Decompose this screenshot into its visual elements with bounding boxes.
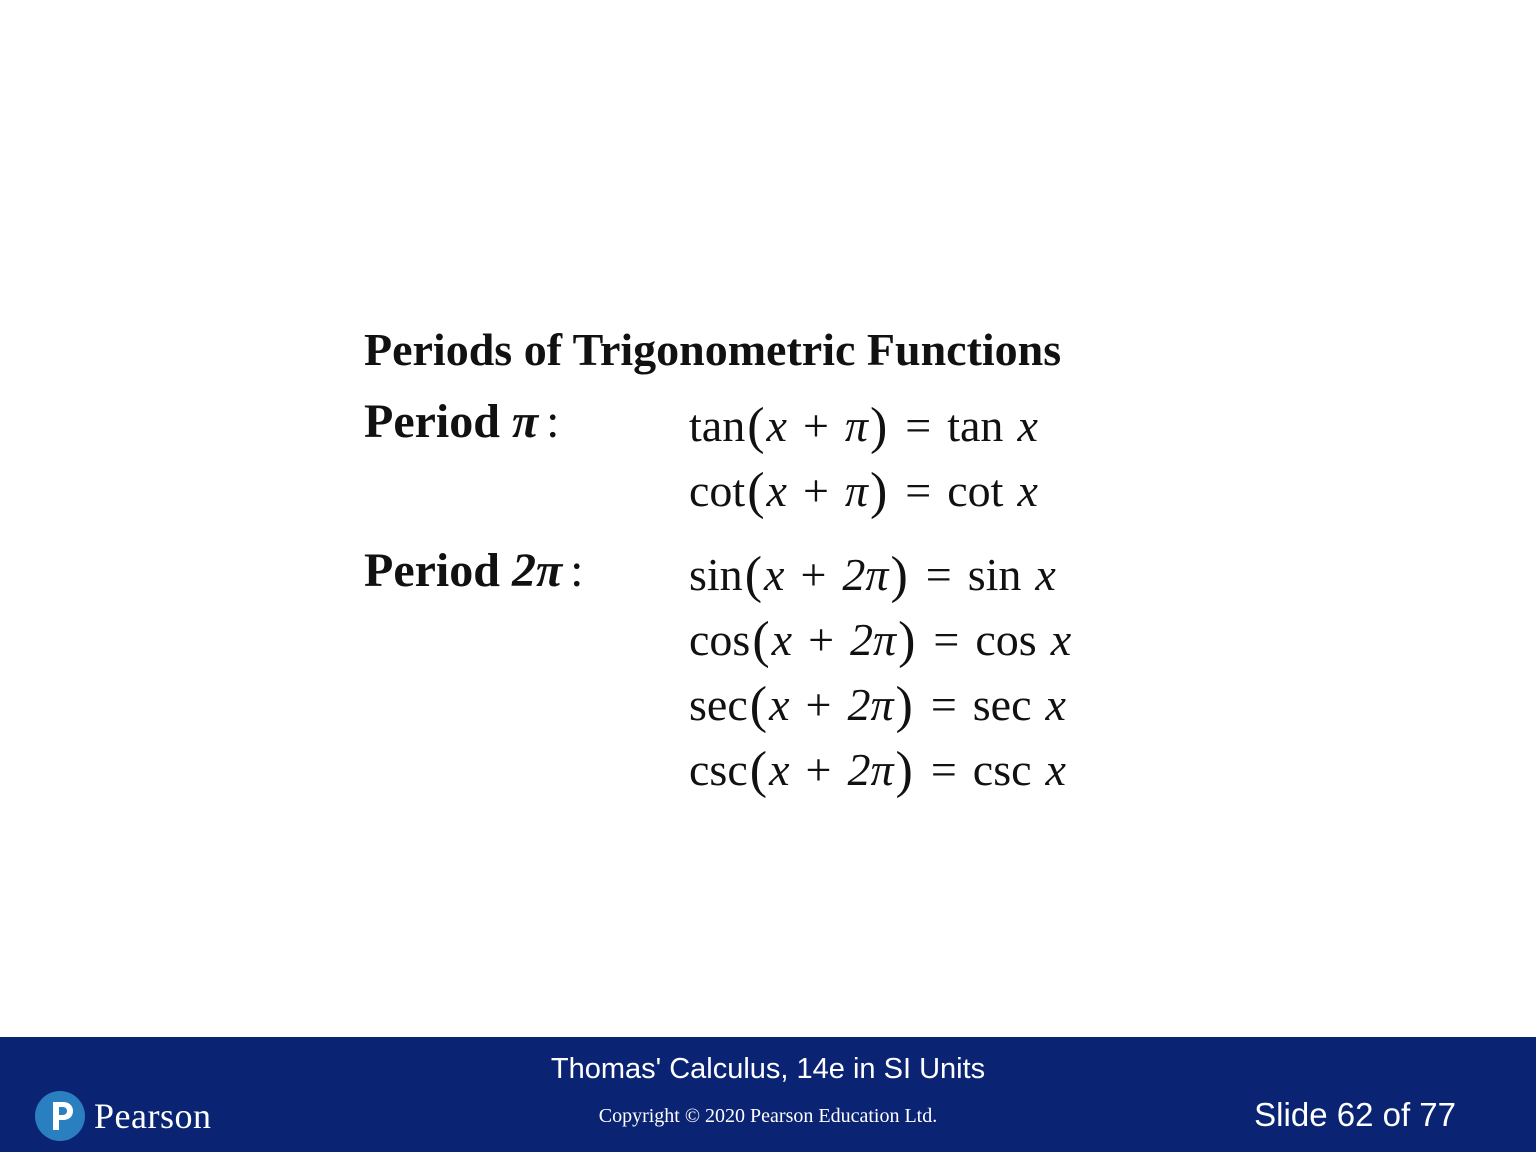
equation-cos: cos(x + 2π) = cos x: [689, 612, 1072, 669]
shift: 2π: [847, 679, 894, 730]
function-name: cos: [689, 614, 751, 665]
rhs-variable: x: [1017, 400, 1038, 451]
shift: π: [844, 400, 868, 451]
period-colon: :: [570, 544, 584, 597]
rhs-function: cot: [947, 465, 1004, 516]
equals-sign: =: [925, 549, 952, 600]
rhs-variable: x: [1050, 614, 1072, 665]
equals-sign: =: [933, 614, 960, 665]
variable: x: [764, 549, 785, 600]
equals-sign: =: [930, 679, 957, 730]
equals-sign: =: [905, 465, 932, 516]
rhs-variable: x: [1035, 549, 1056, 600]
rhs-function: csc: [972, 744, 1032, 795]
equation-sin: sin(x + 2π) = sin x: [689, 547, 1056, 604]
rhs-function: sec: [972, 679, 1032, 730]
slide-heading: Periods of Trigonometric Functions: [364, 324, 1062, 375]
footer-bar: [0, 1037, 1536, 1152]
period-2pi-label: [364, 543, 584, 599]
rhs-function: cos: [975, 614, 1037, 665]
function-name: sin: [689, 549, 743, 600]
shift: π: [844, 465, 868, 516]
rhs-variable: x: [1017, 465, 1038, 516]
period-symbol: 2π: [511, 544, 563, 597]
variable: x: [769, 679, 790, 730]
function-name: cot: [689, 465, 746, 516]
logo-wordmark: Pearson: [94, 1096, 212, 1136]
variable: x: [771, 614, 793, 665]
period-word: Period: [364, 395, 500, 448]
slide-number: Slide 62 of 77: [1254, 1096, 1456, 1133]
plus-sign: +: [805, 744, 832, 795]
period-pi-label: [364, 394, 560, 450]
plus-sign: +: [802, 400, 829, 451]
equals-sign: =: [905, 400, 932, 451]
rhs-function: tan: [947, 400, 1004, 451]
variable: x: [766, 400, 787, 451]
plus-sign: +: [805, 679, 832, 730]
book-title: Thomas' Calculus, 14e in SI Units: [550, 1053, 986, 1085]
function-name: sec: [689, 679, 748, 730]
plus-sign: +: [808, 614, 835, 665]
rhs-variable: x: [1045, 679, 1066, 730]
rhs-variable: x: [1045, 744, 1066, 795]
function-name: csc: [689, 744, 748, 795]
shift: 2π: [850, 614, 897, 665]
variable: x: [766, 465, 787, 516]
equation-cot: cot(x + π) = cot x: [689, 463, 1038, 520]
shift: 2π: [847, 744, 894, 795]
period-word: Period: [364, 544, 500, 597]
equals-sign: =: [930, 744, 957, 795]
plus-sign: +: [802, 465, 829, 516]
plus-sign: +: [800, 549, 827, 600]
equation-csc: csc(x + 2π) = csc x: [689, 742, 1066, 799]
rhs-function: sin: [967, 549, 1022, 600]
equation-tan: tan(x + π) = tan x: [689, 398, 1038, 455]
shift: 2π: [842, 549, 889, 600]
variable: x: [769, 744, 790, 795]
period-symbol: π: [511, 395, 539, 448]
equation-sec: sec(x + 2π) = sec x: [689, 677, 1066, 734]
function-name: tan: [689, 400, 746, 451]
copyright-notice: Copyright © 2020 Pearson Education Ltd.: [598, 1105, 938, 1127]
period-colon: :: [546, 395, 560, 448]
